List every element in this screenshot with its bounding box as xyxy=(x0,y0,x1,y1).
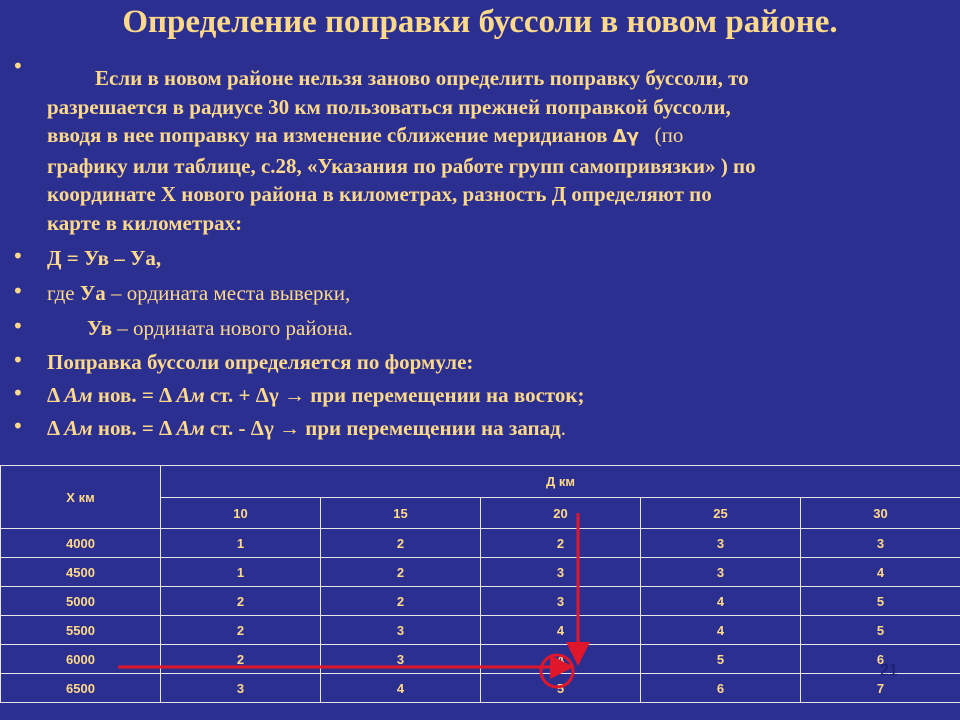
correction-table-wrap xyxy=(0,465,960,720)
bullet-dot-icon: • xyxy=(12,54,24,78)
value-cell: 3 xyxy=(481,587,641,616)
value-cell: 4 xyxy=(321,674,481,703)
bullet-dot-icon: • xyxy=(12,381,24,405)
ya-definition xyxy=(47,279,350,308)
value-cell: 6 xyxy=(641,674,801,703)
table-header-row xyxy=(1,466,960,498)
am-symbol: Ам xyxy=(176,383,205,407)
am-symbol: Ам xyxy=(64,383,93,407)
value-cell: 3 xyxy=(641,558,801,587)
x-cell: 5000 xyxy=(1,587,161,616)
delta-symbol: Δ xyxy=(47,416,60,440)
paragraph-line: вводя в нее поправку на изменение сближение меридианов xyxy=(47,123,608,147)
value-cell: 2 xyxy=(161,587,321,616)
value-cell: 2 xyxy=(481,529,641,558)
table-row xyxy=(1,587,960,616)
d-column-header: 10 xyxy=(161,498,321,529)
am-symbol: Ам xyxy=(176,416,205,440)
value-cell: 1 xyxy=(161,558,321,587)
paragraph-line: карте в километрах: xyxy=(47,210,243,235)
delta-symbol: Δ xyxy=(47,383,60,407)
value-cell: 5 xyxy=(481,674,641,703)
formula-east xyxy=(47,381,585,410)
d-column-header: 20 xyxy=(481,498,641,529)
rule-heading: Поправка буссоли определяется по формуле: xyxy=(47,350,474,374)
value-cell: 7 xyxy=(801,674,960,703)
formula-d: Д = Ув – Уа, xyxy=(47,246,162,270)
x-cell: 6000 xyxy=(1,645,161,674)
value-cell: 2 xyxy=(321,558,481,587)
x-cell: 5500 xyxy=(1,616,161,645)
value-cell: 3 xyxy=(161,674,321,703)
table-row xyxy=(1,616,960,645)
formula-mid: нов. = Δ xyxy=(97,383,172,407)
paragraph-line-with-symbol xyxy=(47,121,947,152)
x-cell: 6500 xyxy=(1,674,161,703)
paren-text: (по xyxy=(654,123,684,147)
value-cell: 6 xyxy=(801,645,960,674)
value-cell: 4 xyxy=(481,645,641,674)
value-cell: 4 xyxy=(481,616,641,645)
value-cell: 3 xyxy=(641,529,801,558)
delta-gamma-symbol: Δγ xyxy=(612,126,639,147)
ya-symbol: Уа xyxy=(79,281,106,305)
slide-title: Определение поправки буссоли в новом районе. xyxy=(122,4,838,40)
value-cell: 3 xyxy=(481,558,641,587)
value-cell: 4 xyxy=(641,616,801,645)
value-cell: 4 xyxy=(641,587,801,616)
bullet-dot-icon: • xyxy=(12,414,24,438)
d-column-header: 15 xyxy=(321,498,481,529)
value-cell: 1 xyxy=(161,529,321,558)
value-cell: 2 xyxy=(161,645,321,674)
yb-definition xyxy=(87,314,353,343)
am-symbol: Ам xyxy=(64,416,93,440)
yb-symbol: Ув xyxy=(87,316,113,340)
ya-desc: – ордината места выверки, xyxy=(111,281,351,305)
value-cell: 3 xyxy=(321,645,481,674)
value-cell: 2 xyxy=(161,616,321,645)
x-header: Х км xyxy=(1,466,161,529)
formula-end: . xyxy=(560,416,567,440)
d-header: Д км xyxy=(161,466,960,498)
paragraph-line: графику или таблице, с.28, «Указания по работе групп самопривязки» ) по xyxy=(47,153,756,178)
paragraph-line: координате Х нового района в километрах, разность Д определяют по xyxy=(47,182,712,206)
formula-mid: нов. = Δ xyxy=(97,416,172,440)
table-row xyxy=(1,558,960,587)
d-column-header: 30 xyxy=(801,498,960,529)
value-cell: 5 xyxy=(801,587,960,616)
table-row xyxy=(1,529,960,558)
value-cell: 5 xyxy=(641,645,801,674)
yb-desc: – ордината нового района. xyxy=(117,316,353,340)
paragraph-line: Если в новом районе нельзя заново определить поправку буссоли, то xyxy=(95,66,749,90)
correction-table xyxy=(0,465,960,703)
bullet-dot-icon: • xyxy=(12,244,24,268)
bullet-dot-icon: • xyxy=(12,348,24,372)
d-column-header: 25 xyxy=(641,498,801,529)
formula-tail: ст. + Δγ → при перемещении на восток; xyxy=(209,383,585,407)
paragraph-line: разрешается в радиусе 30 км пользоваться прежней поправкой буссоли, xyxy=(47,94,731,119)
value-cell: 3 xyxy=(321,616,481,645)
formula-tail: ст. - Δγ → при перемещении на запад xyxy=(209,416,561,440)
value-cell: 5 xyxy=(801,616,960,645)
table-row xyxy=(1,645,960,674)
table-row xyxy=(1,674,960,703)
bullet-dot-icon: • xyxy=(12,314,24,338)
x-cell: 4000 xyxy=(1,529,161,558)
where-word: где xyxy=(47,281,75,305)
page-number: 21 xyxy=(880,662,898,679)
value-cell: 2 xyxy=(321,529,481,558)
intro-paragraph xyxy=(47,64,947,237)
value-cell: 2 xyxy=(321,587,481,616)
bullet-dot-icon: • xyxy=(12,279,24,303)
value-cell: 3 xyxy=(801,529,960,558)
x-cell: 4500 xyxy=(1,558,161,587)
value-cell: 4 xyxy=(801,558,960,587)
formula-west xyxy=(47,414,566,443)
